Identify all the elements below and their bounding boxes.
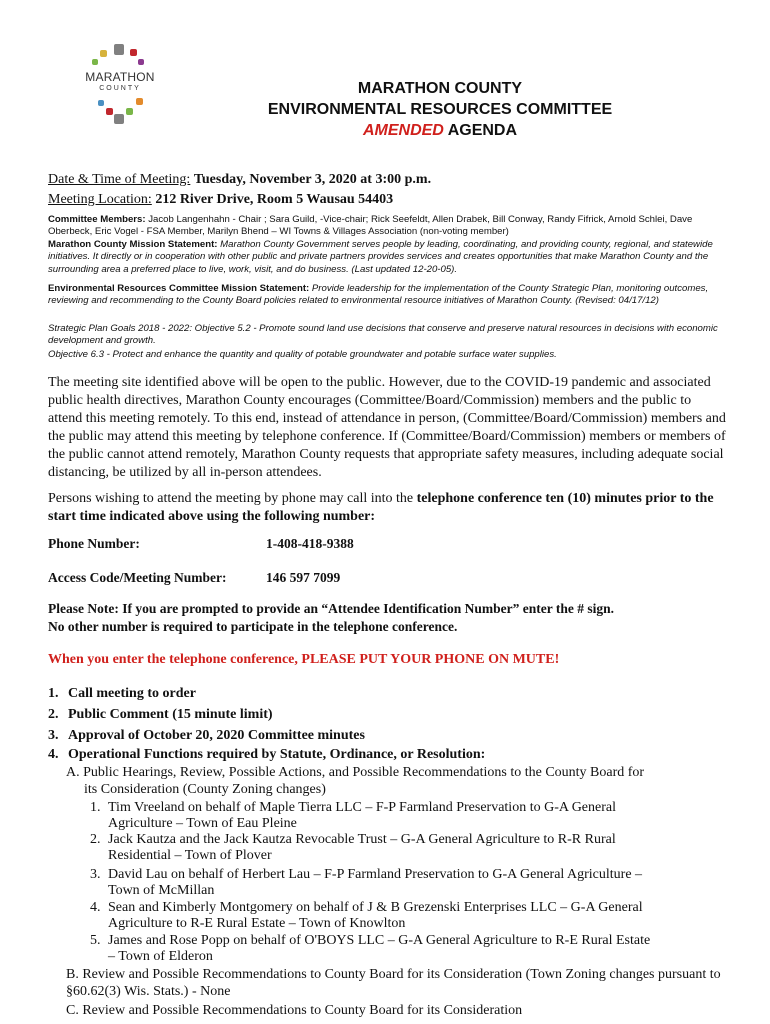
members-label: Committee Members: xyxy=(48,214,146,225)
section-a-line-1: A. Public Hearings, Review, Possible Actions, and Possible Recommendations to the County Board for xyxy=(66,765,645,780)
objective xyxy=(48,349,728,361)
erc-mission xyxy=(48,283,728,308)
page-header xyxy=(230,78,650,141)
phone-instructions-bold: telephone conference ten (10) minutes prior to the start time indicated above using the following number: xyxy=(48,491,714,524)
list-item-cont: Town of McMillan xyxy=(108,883,215,898)
location-label: Meeting Location: xyxy=(48,192,152,207)
date-value: Tuesday, November 3, 2020 at 3:00 p.m. xyxy=(193,172,432,187)
section-b-line-2: §60.62(3) Wis. Stats.) - None xyxy=(66,984,231,999)
list-item-cont: – Town of Elderon xyxy=(108,949,213,964)
list-item-cont: Residential – Town of Plover xyxy=(108,848,272,863)
agenda-label: AGENDA xyxy=(447,122,518,139)
committee-members xyxy=(48,214,728,239)
strategic-goals xyxy=(48,323,728,348)
agenda-item-1: 1. Call meeting to order xyxy=(48,686,196,701)
list-item: 5. James and Rose Popp on behalf of O'BOYS LLC – G-A General Agriculture to R-E Rural Estate xyxy=(90,933,651,948)
goals-text: Strategic Plan Goals 2018 - 2022: Objective 5.2 - Promote sound land use decisions that conserve and preserve natural resources in decisions with economic development and growth. xyxy=(48,323,718,347)
section-a-line-2: its Consideration (County Zoning changes) xyxy=(84,782,326,797)
phone-instructions xyxy=(48,490,728,526)
agenda-item-3: 3. Approval of October 20, 2020 Committee minutes xyxy=(48,728,365,743)
agenda-item-2: 2. Public Comment (15 minute limit) xyxy=(48,707,273,722)
section-c: C. Review and Possible Recommendations to County Board for its Consideration xyxy=(66,1003,523,1018)
agenda-item-4: 4. Operational Functions required by Statute, Ordinance, or Resolution: xyxy=(48,747,486,762)
meeting-location xyxy=(48,192,393,208)
phone-value: 1-408-418-9388 xyxy=(266,536,354,551)
location-value: 212 River Drive, Room 5 Wausau 54403 xyxy=(155,192,394,207)
list-item: 4. Sean and Kimberly Montgomery on behalf of J & B Grezenski Enterprises LLC – G-A General xyxy=(90,900,643,915)
county-mission xyxy=(48,239,728,276)
note-line-2: No other number is required to participate in the telephone conference. xyxy=(48,619,458,634)
logo-word-county: COUNTY xyxy=(99,85,141,92)
logo-word-marathon: MARATHON xyxy=(85,70,155,84)
covid-paragraph: The meeting site identified above will be open to the public. However, due to the COVID-19 pandemic and associated public health directives, Marathon County encourages (Committee/Board/Commission) members and the public to attend this meeting remotely. To this end, instead of attendance in person, (Committee/Board/Commission) members and the public may attend this meeting by telephone conference. If (Committee/Board/Commission) members or members of the public cannot attend remotely, Marathon County requests that appropriate safety measures, including adequate social distancing, be utilized by all in-person attendees. xyxy=(48,375,726,480)
mute-notice: When you enter the telephone conference, PLEASE PUT YOUR PHONE ON MUTE! xyxy=(48,652,560,667)
erc-text: Provide leadership for the implementation of the County Strategic Plan, monitoring outcomes, reviewing and recommending to the County Board policies related to environmental resource initiatives of Marathon County. (Revised: 04/17/12) xyxy=(48,283,709,307)
list-item: 3. David Lau on behalf of Herbert Lau – F-P Farmland Preservation to G-A General Agriculture – xyxy=(90,867,643,882)
meeting-date xyxy=(48,172,431,188)
mission-text: Marathon County Government serves people by leading, coordinating, and providing county, regional, and statewide initiatives. It directly or in cooperation with other public and private partners provides services and creates opportunities that make Marathon County and the surrounding area a preferred place to live, work, visit, and do business. (Last updated 12-20-05). xyxy=(48,239,713,275)
list-item: 1. Tim Vreeland on behalf of Maple Tierra LLC – F-P Farmland Preservation to G-A General xyxy=(90,800,616,815)
section-b-line-1: B. Review and Possible Recommendations to County Board for its Consideration (Town Zoning changes pursuant to xyxy=(66,967,721,982)
header-committee: ENVIRONMENTAL RESOURCES COMMITTEE xyxy=(267,101,613,118)
note-line-1: Please Note: If you are prompted to provide an “Attendee Identification Number” enter the # sign. xyxy=(48,601,614,616)
mission-label: Marathon County Mission Statement: xyxy=(48,239,218,250)
access-value: 146 597 7099 xyxy=(266,570,341,585)
objective-text: Objective 6.3 - Protect and enhance the quantity and quality of potable groundwater and potable surface water supplies. xyxy=(48,349,557,360)
list-item: 2. Jack Kautza and the Jack Kautza Revocable Trust – G-A General Agriculture to R-R Rural xyxy=(90,832,616,847)
phone-label: Phone Number: xyxy=(48,536,140,551)
header-county: MARATHON COUNTY xyxy=(357,80,523,97)
amended-label: AMENDED xyxy=(362,122,444,139)
erc-label: Environmental Resources Committee Mission Statement: xyxy=(48,283,310,294)
list-item-cont: Agriculture – Town of Eau Pleine xyxy=(108,816,297,831)
access-label: Access Code/Meeting Number: xyxy=(48,570,227,585)
phone-instructions-text: Persons wishing to attend the meeting by phone may call into the xyxy=(48,491,417,506)
members-text: Jacob Langenhahn - Chair ; Sara Guild, -Vice-chair; Rick Seefeldt, Allen Drabek, Bill Conway, Randy Fifrick, Arnold Schlei, Dave Oberbeck, Eric Vogel - FSA Member, Marilyn Bhend – WI Towns & Villages Association (non-voting member) xyxy=(48,214,693,238)
header-agenda xyxy=(230,120,650,141)
county-logo xyxy=(70,38,170,138)
list-item-cont: Agriculture to R-E Rural Estate – Town of Knowlton xyxy=(108,916,406,931)
date-label: Date & Time of Meeting: xyxy=(48,172,191,187)
